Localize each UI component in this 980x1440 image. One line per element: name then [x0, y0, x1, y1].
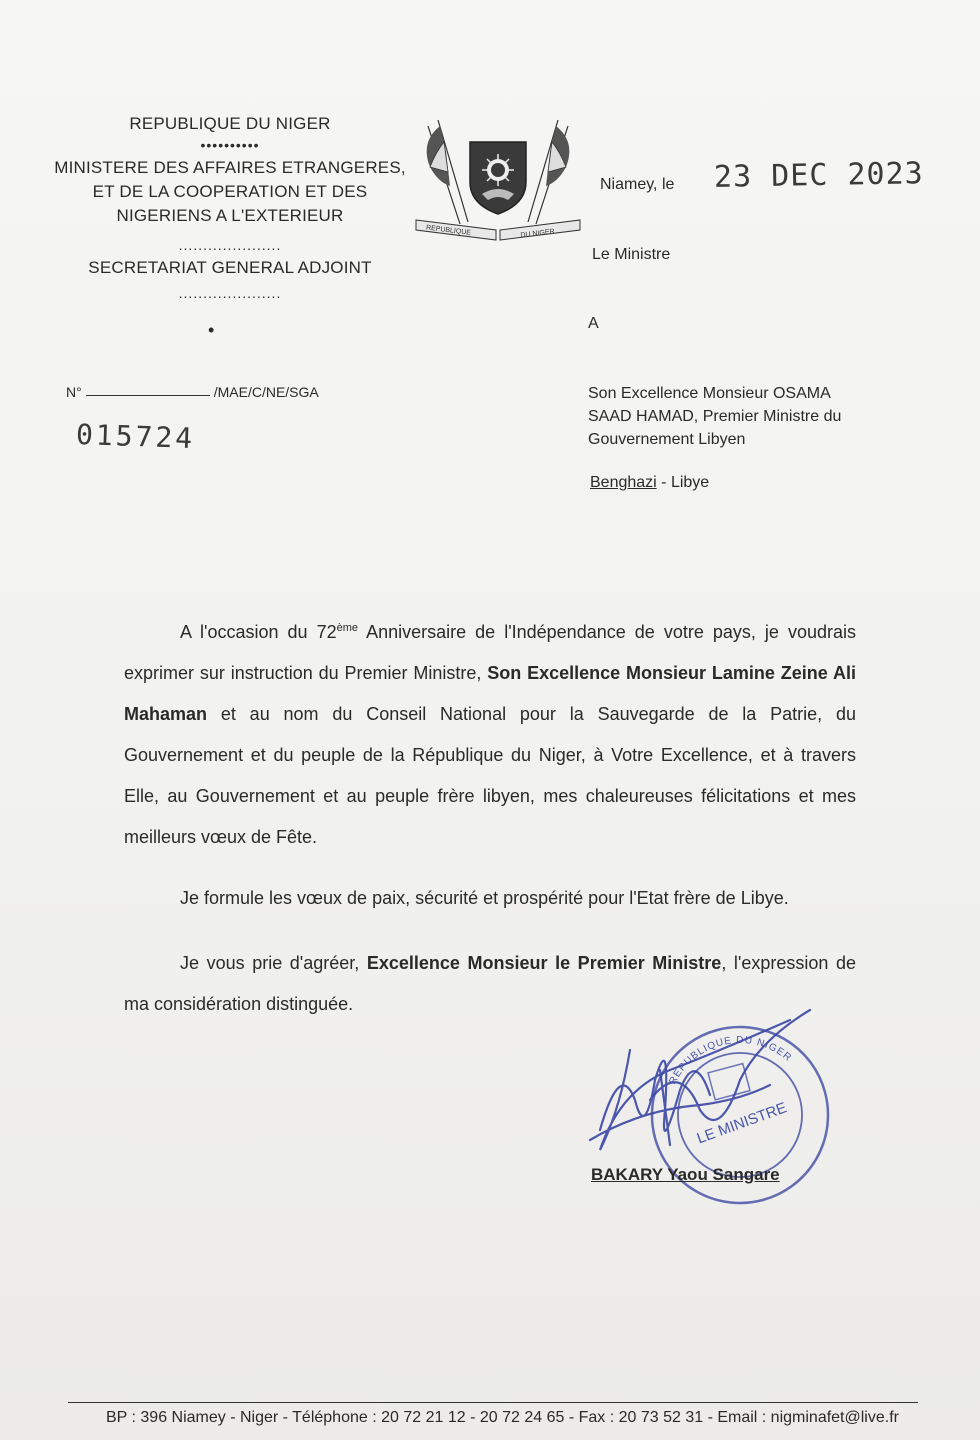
place-label: Niamey, le — [600, 176, 675, 193]
paragraph-2: Je formule les vœux de paix, sécurité et prospérité pour l'Etat frère de Libye. — [180, 888, 789, 908]
department-name: SECRETARIAT GENERAL ADJOINT — [88, 258, 372, 277]
country-name: REPUBLIQUE DU NIGER — [129, 114, 331, 133]
city-name: Benghazi — [590, 474, 657, 491]
ministry-line-2: ET DE LA COOPERATION ET DES — [92, 182, 368, 201]
country-name: - Libye — [656, 474, 710, 491]
p3-bold-title: Excellence Monsieur le Premier Ministre — [366, 953, 722, 973]
p1-superscript: ème — [336, 622, 359, 634]
p3-text-a: Je vous prie d'agréer, — [180, 953, 367, 973]
recipient-block — [588, 382, 878, 451]
reference-blank — [86, 395, 210, 396]
separator-dots: •••••••••• — [200, 137, 260, 153]
stamp-outer-text: REPUBLIQUE DU NIGER — [667, 1034, 794, 1087]
paragraph-1 — [124, 608, 856, 858]
ink-dot: • — [208, 320, 215, 340]
reference-number: 015724 — [75, 417, 196, 456]
letterhead — [40, 112, 420, 304]
footer-divider — [68, 1402, 918, 1403]
p1-bold-name: Son Excellence Monsieur Lamine Zeine Ali Mahaman — [124, 663, 856, 724]
reference-line — [66, 384, 319, 400]
recipient-line-1: Son Excellence Monsieur OSAMA — [588, 385, 831, 402]
p3-text-b: , l'expression de ma considération distinguée. — [124, 953, 856, 1014]
p1-text-b: Anniversaire de l'Indépendance de votre pays, je voudrais exprimer sur instruction du Premier Ministre, — [124, 622, 856, 683]
stamp-center-text: LE MINISTRE — [694, 1099, 789, 1148]
coat-of-arms-emblem — [408, 112, 588, 242]
sender-title: Le Ministre — [592, 246, 671, 263]
ministry-line-3: NIGERIENS A L'EXTERIEUR — [116, 206, 344, 225]
reference-suffix: /MAE/C/NE/SGA — [213, 384, 319, 400]
p1-text-c: et au nom du Conseil National pour la Sauvegarde de la Patrie, du Gouvernement et du peuple de la République du Niger, à Votre Excellence, et à travers Elle, au Gouvernement et au peuple frère libyen, mes chaleureuses félicitations et mes meilleurs vœux de Fête. — [124, 704, 856, 847]
to-label: A — [588, 315, 599, 332]
emblem-ribbon-left: REPUBLIQUE — [425, 224, 472, 237]
separator-dots: ..................... — [178, 285, 282, 301]
emblem-ribbon-right: DU NIGER — [520, 228, 555, 240]
footer-contact: BP : 396 Niamey - Niger - Téléphone : 20 72 21 12 - 20 72 24 65 - Fax : 20 73 52 31 - Email : nigminafet@live.fr — [106, 1409, 899, 1426]
signatory-name: BAKARY Yaou Sangare — [591, 1165, 780, 1184]
ministry-line-1: MINISTERE DES AFFAIRES ETRANGERES, — [54, 158, 406, 177]
recipient-line-3: Gouvernement Libyen — [588, 431, 746, 448]
recipient-line-2: SAAD HAMAD, Premier Ministre du — [588, 408, 842, 425]
recipient-city — [590, 474, 709, 492]
separator-dots: ..................... — [178, 237, 282, 253]
letter-body — [124, 608, 856, 1025]
official-stamp-and-signature — [560, 1000, 860, 1230]
p1-text-a: A l'occasion du 72 — [180, 622, 337, 642]
reference-prefix: N° — [66, 384, 82, 400]
date-stamp: 23 DEC 2023 — [713, 156, 924, 195]
